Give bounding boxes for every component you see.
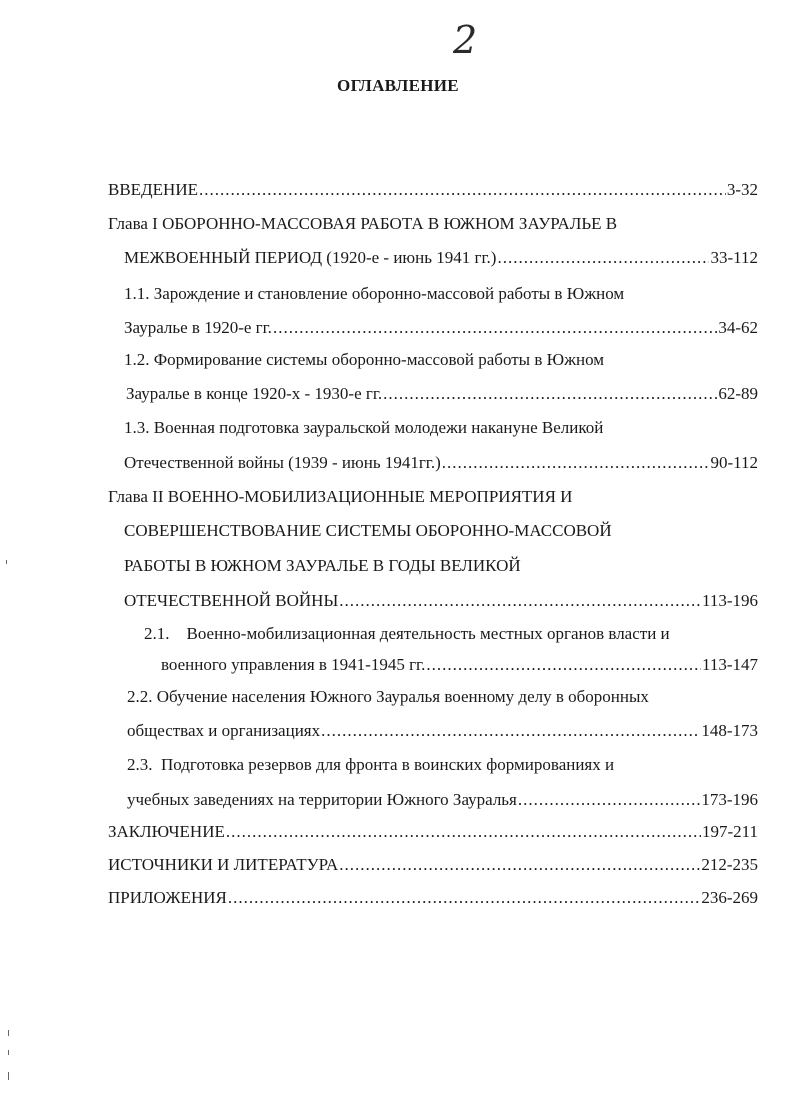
toc-pages: 33-112	[710, 248, 758, 267]
toc-entry-conclusion	[108, 822, 758, 842]
leader-dots	[199, 180, 726, 200]
toc-section-2-2-line1: 2.2. Обучение населения Южного Зауралья военному делу в оборонных	[127, 687, 649, 706]
toc-pages: 62-89	[718, 384, 758, 403]
toc-label: Зауралье в конце 1920-х - 1930-е гг.	[126, 384, 383, 403]
toc-section-1-1-line1: 1.1. Зарождение и становление оборонно-массовой работы в Южном	[124, 284, 625, 303]
leader-dots	[426, 655, 701, 675]
toc-chapter2-line1: Глава II ВОЕННО-МОБИЛИЗАЦИОННЫЕ МЕРОПРИЯТИЯ И	[108, 487, 573, 506]
leader-dots	[321, 721, 700, 741]
toc-label: учебных заведениях на территории Южного Зауралья	[127, 790, 517, 809]
toc-entry-intro	[108, 180, 758, 200]
handwritten-page-number: 2	[453, 18, 478, 62]
toc-label: Зауралье в 1920-е гг.	[124, 318, 272, 337]
toc-chapter2-line3: РАБОТЫ В ЮЖНОМ ЗАУРАЛЬЕ В ГОДЫ ВЕЛИКОЙ	[124, 556, 521, 575]
toc-pages: 113-147	[701, 655, 758, 674]
toc-pages: 197-211	[701, 822, 758, 841]
toc-entry-section-2-2	[127, 721, 758, 741]
toc-pages: 113-196	[701, 591, 758, 610]
scan-mark	[8, 1030, 9, 1036]
toc-pages: 148-173	[701, 721, 758, 740]
toc-label: военного управления в 1941-1945 гг.	[161, 655, 426, 674]
toc-pages: 34-62	[718, 318, 758, 337]
toc-label: ПРИЛОЖЕНИЯ	[108, 888, 227, 907]
toc-entry-appendix	[108, 888, 758, 908]
leader-dots	[339, 591, 701, 611]
toc-entry-chapter1	[124, 248, 758, 268]
toc-entry-section-2-3	[127, 790, 758, 810]
toc-entry-section-2-1	[161, 655, 758, 675]
toc-chapter1-line1: Глава I ОБОРОННО-МАССОВАЯ РАБОТА В ЮЖНОМ ЗАУРАЛЬЕ В	[108, 214, 618, 233]
toc-section-2-3-line1: 2.3. Подготовка резервов для фронта в воинских формированиях и	[127, 755, 615, 774]
toc-entry-section-1-2	[126, 384, 758, 404]
toc-label: ОТЕЧЕСТВЕННОЙ ВОЙНЫ	[124, 591, 339, 610]
toc-pages: 173-196	[701, 790, 758, 809]
page-title: ОГЛАВЛЕНИЕ	[337, 76, 459, 95]
leader-dots	[273, 318, 717, 338]
toc-label: ИСТОЧНИКИ И ЛИТЕРАТУРА	[108, 855, 339, 874]
toc-label: МЕЖВОЕННЫЙ ПЕРИОД (1920-е - июнь 1941 гг.)	[124, 248, 497, 267]
leader-dots	[518, 790, 700, 810]
leader-dots	[497, 248, 709, 268]
toc-label: ЗАКЛЮЧЕНИЕ	[108, 822, 225, 841]
scan-mark	[6, 560, 7, 564]
toc-entry-chapter2	[124, 591, 758, 611]
toc-label: ВВЕДЕНИЕ	[108, 180, 198, 199]
toc-entry-sources	[108, 855, 758, 875]
toc-label: обществах и организациях	[127, 721, 321, 740]
toc-section-2-1-line1: 2.1. Военно-мобилизационная деятельность местных органов власти и	[144, 624, 670, 643]
toc-entry-section-1-3	[124, 453, 758, 473]
toc-section-1-2-line1: 1.2. Формирование системы оборонно-массовой работы в Южном	[124, 350, 605, 369]
leader-dots	[339, 855, 700, 875]
leader-dots	[226, 822, 701, 842]
toc-pages: 212-235	[701, 855, 758, 874]
toc-pages: 3-32	[726, 180, 758, 199]
toc-entry-section-1-1	[124, 318, 758, 338]
scan-mark	[8, 1050, 9, 1055]
leader-dots	[442, 453, 710, 473]
toc-pages: 90-112	[710, 453, 758, 472]
toc-label: Отечественной войны (1939 - июнь 1941гг.)	[124, 453, 441, 472]
leader-dots	[383, 384, 717, 404]
toc-pages: 236-269	[701, 888, 758, 907]
toc-section-1-3-line1: 1.3. Военная подготовка зауральской молодежи накануне Великой	[124, 418, 604, 437]
toc-chapter2-line2: СОВЕРШЕНСТВОВАНИЕ СИСТЕМЫ ОБОРОННО-МАССОВОЙ	[124, 521, 612, 540]
scan-mark	[8, 1072, 9, 1080]
leader-dots	[228, 888, 700, 908]
